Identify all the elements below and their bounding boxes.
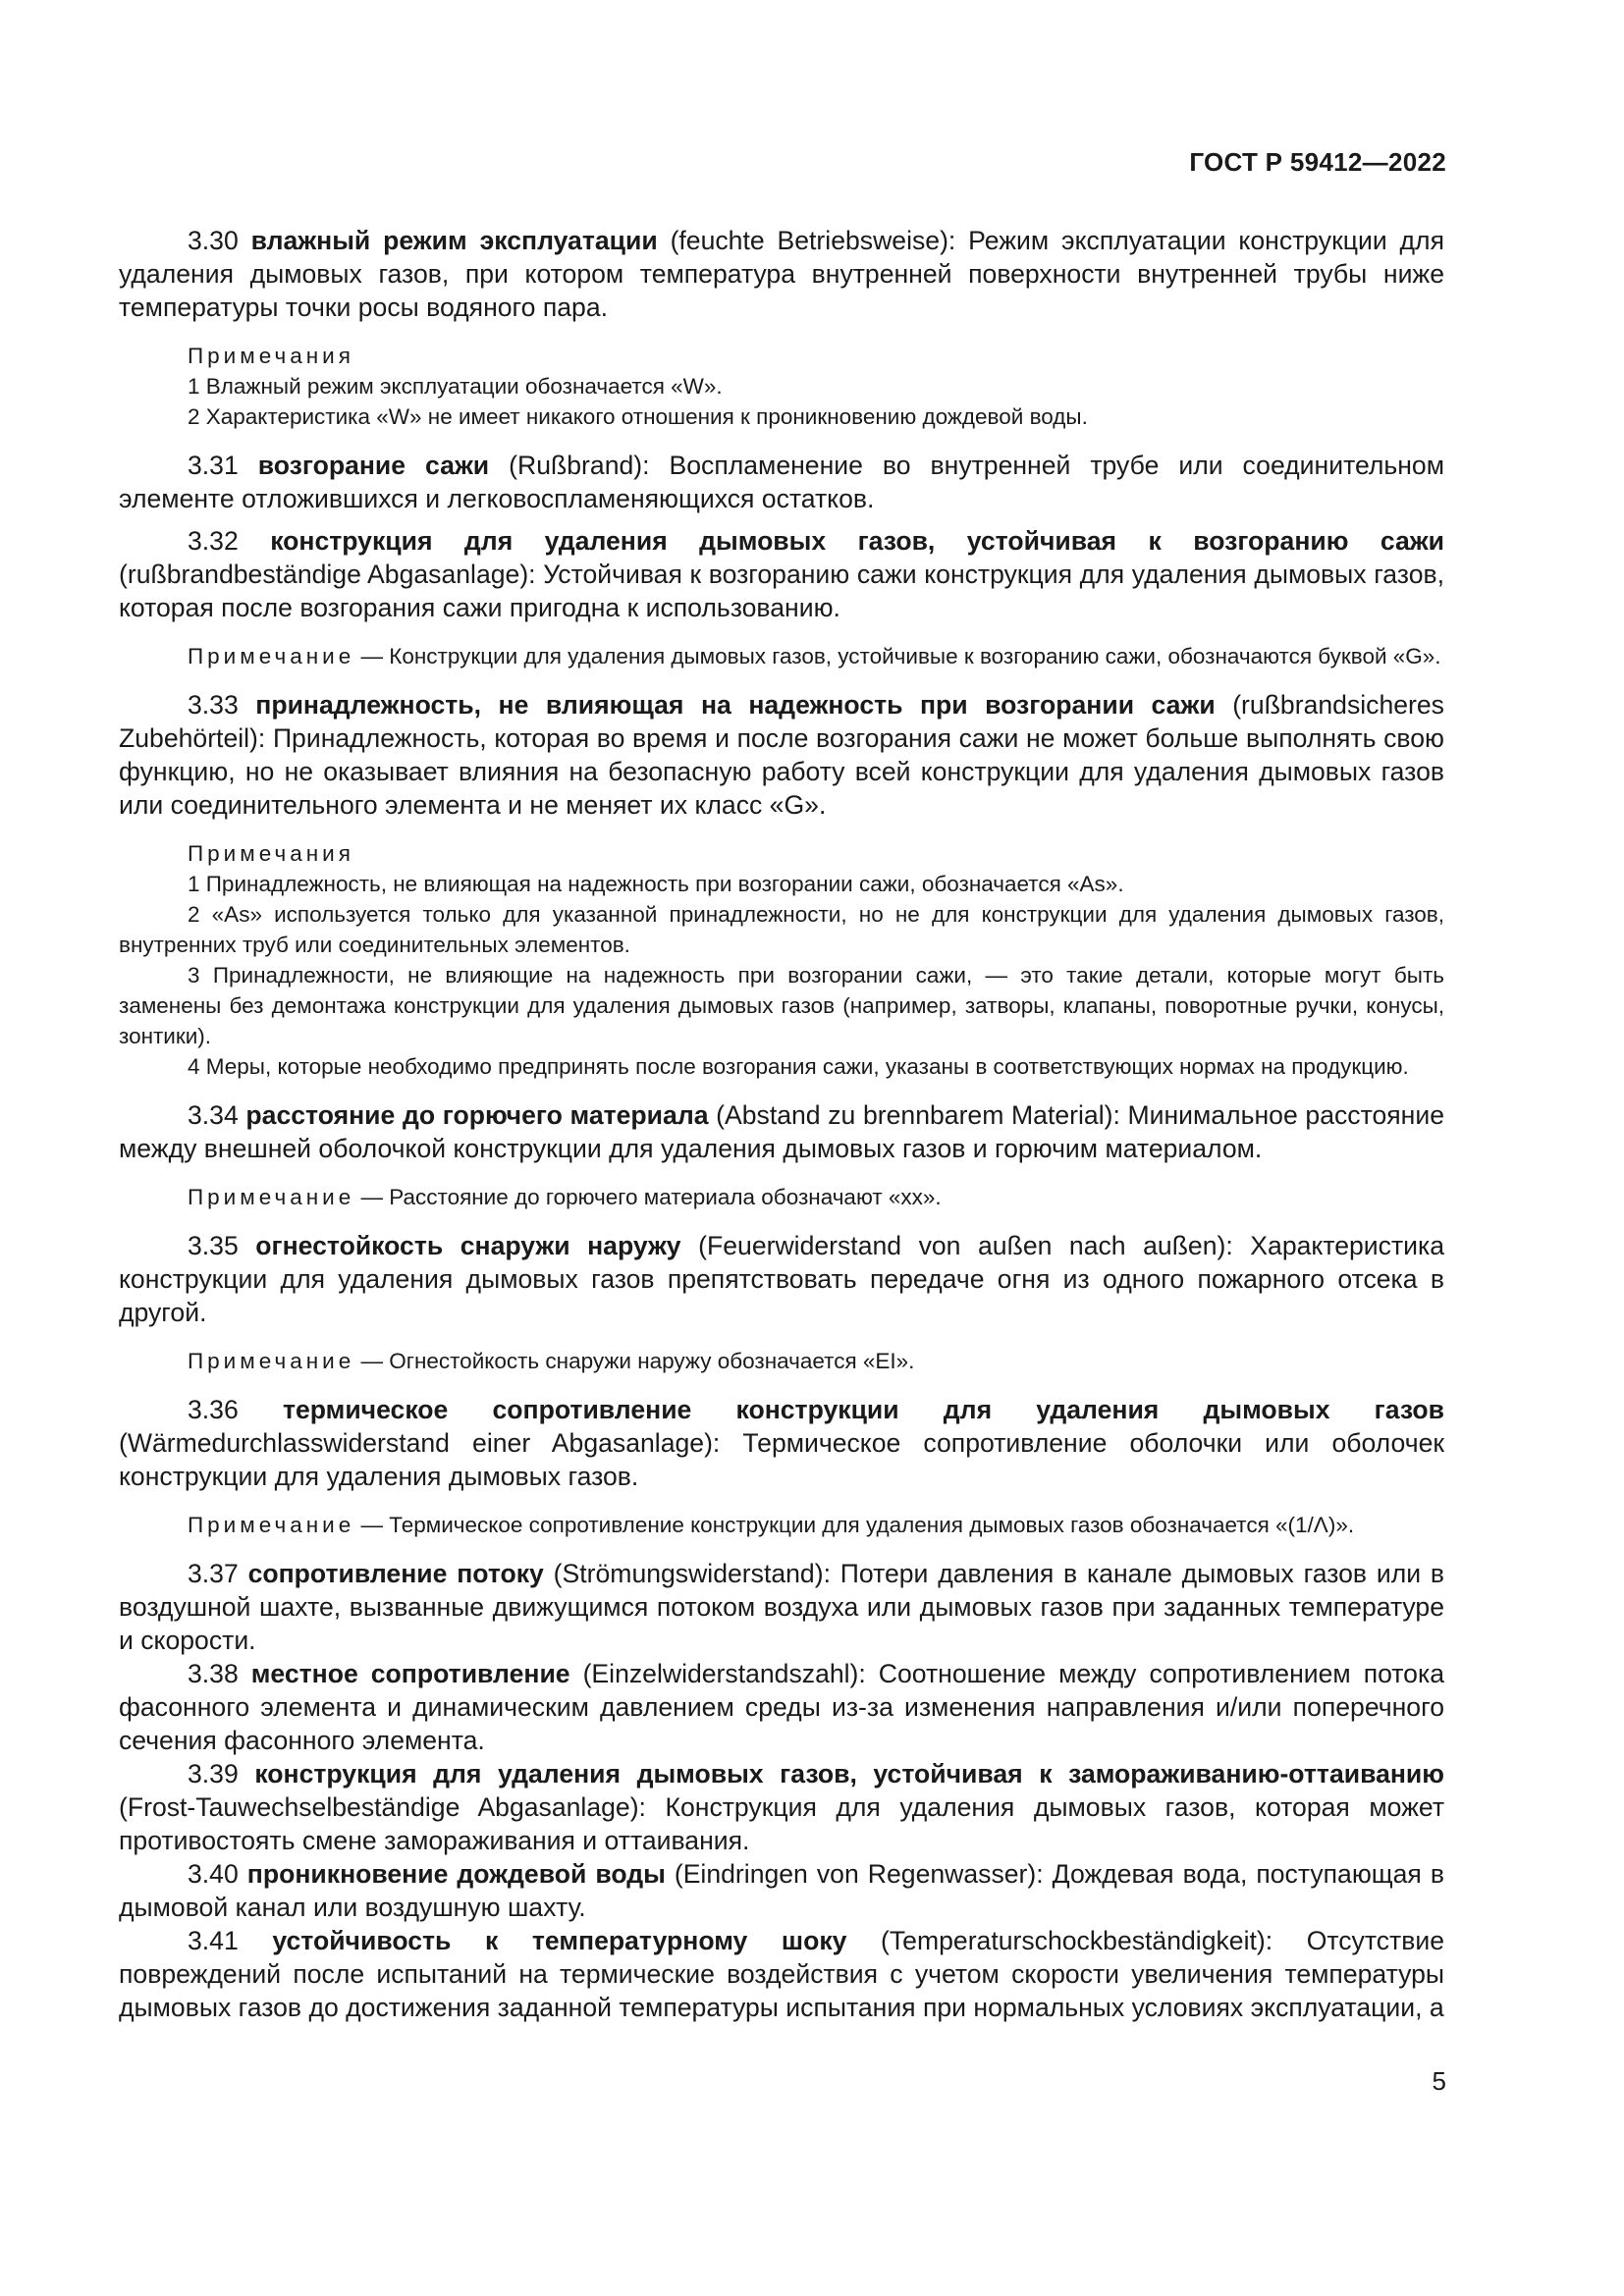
note-item: 3 Принадлежности, не влияющие на надежность при возгорании сажи, — это такие детали, которые могут быть заменены без демонтажа конструкции для удаления дымовых газов (например, затворы, клапаны, поворотные ручки, конусы, зонтики). bbox=[119, 963, 1444, 1048]
term-title: огнестойкость снаружи наружу bbox=[255, 1231, 681, 1260]
term-number: 3.31 bbox=[188, 451, 258, 480]
term-definition: (feuchte Betriebsweise): Режим эксплуатации конструкции для удаления дымовых газов, при котором температура внутренней поверхности внутренней трубы ниже температуры точки росы водяного пара. bbox=[119, 226, 1444, 322]
document-standard-header: ГОСТ Р 59412—2022 bbox=[1189, 147, 1446, 177]
term-3-34 bbox=[119, 1098, 1444, 1165]
note-3-32 bbox=[119, 641, 1444, 671]
term-number: 3.33 bbox=[188, 690, 256, 720]
term-3-36 bbox=[119, 1393, 1444, 1493]
term-3-40 bbox=[119, 1857, 1444, 1924]
note-text: — Огнестойкость снаружи наружу обозначается «EI». bbox=[354, 1349, 915, 1373]
term-3-35 bbox=[119, 1229, 1444, 1329]
term-definition: (Feuerwiderstand von außen nach außen): Характеристика конструкции для удаления дымовых газов препятствовать передаче огня из одного пожарного отсека в другой. bbox=[119, 1231, 1444, 1327]
note-text: — Конструкции для удаления дымовых газов, устойчивые к возгоранию сажи, обозначаются буквой «G». bbox=[354, 644, 1441, 668]
term-title: принадлежность, не влияющая на надежность при возгорании сажи bbox=[255, 690, 1216, 720]
term-definition: (Abstand zu brennbarem Material): Минимальное расстояние между внешней оболочкой конструкции для удаления дымовых газов и горючим материалом. bbox=[119, 1100, 1444, 1163]
note-block-3-30 bbox=[119, 341, 1444, 432]
document-body bbox=[119, 224, 1444, 2024]
note-item: 2 «As» используется только для указанной принадлежности, но не для конструкции для удаления дымовых газов, внутренних труб или соединительных элементов. bbox=[119, 902, 1444, 957]
term-title: влажный режим эксплуатации bbox=[250, 226, 658, 255]
term-definition: (Frost-Tauwechselbeständige Abgasanlage): Конструкция для удаления дымовых газов, которая может противостоять смене замораживания и оттаивания. bbox=[119, 1792, 1444, 1855]
term-title: термическое сопротивление конструкции для удаления дымовых газов bbox=[282, 1395, 1444, 1424]
note-item: 4 Меры, которые необходимо предпринять после возгорания сажи, указаны в соответствующих нормах на продукцию. bbox=[188, 1054, 1409, 1079]
term-definition: (Temperaturschockbeständigkeit): Отсутствие повреждений после испытаний на термические воздействия с учетом скорости увеличения температуры дымовых газов до достижения заданной температуры испытания при нормальных условиях эксплуатации, а bbox=[119, 1926, 1444, 2022]
term-number: 3.41 bbox=[188, 1926, 273, 1955]
term-3-39 bbox=[119, 1757, 1444, 1857]
note-text: — Расстояние до горючего материала обозначают «хх». bbox=[354, 1185, 942, 1209]
term-number: 3.36 bbox=[188, 1395, 283, 1424]
term-title: сопротивление потоку bbox=[247, 1559, 544, 1588]
note-3-35 bbox=[119, 1346, 1444, 1376]
term-definition: (Einzelwiderstandszahl): Соотношение между сопротивлением потока фасонного элемента и динамическим давлением среды из-за изменения направления и/или поперечного сечения фасонного элемента. bbox=[119, 1659, 1444, 1755]
term-number: 3.32 bbox=[188, 526, 271, 556]
term-title: проникновение дождевой воды bbox=[246, 1859, 666, 1889]
note-label: Примечание bbox=[188, 1513, 355, 1537]
term-title: местное сопротивление bbox=[250, 1659, 570, 1688]
term-number: 3.35 bbox=[188, 1231, 256, 1260]
note-title: Примечания bbox=[188, 841, 354, 866]
term-3-41 bbox=[119, 1924, 1444, 2024]
term-3-38 bbox=[119, 1657, 1444, 1757]
term-title: конструкция для удаления дымовых газов, устойчивая к возгоранию сажи bbox=[270, 526, 1444, 556]
note-item: 2 Характеристика «W» не имеет никакого отношения к проникновению дождевой воды. bbox=[188, 404, 1088, 429]
term-definition: (rußbrandsicheres Zubehörteil): Принадлежность, которая во время и после возгорания сажи не может больше выполнять свою функцию, но не оказывает влияния на безопасную работу всей конструкции для удаления дымовых газов или соединительного элемента и не меняет их класс «G». bbox=[119, 690, 1444, 820]
term-3-33 bbox=[119, 688, 1444, 822]
term-number: 3.34 bbox=[188, 1100, 246, 1130]
note-label: Примечание bbox=[188, 644, 355, 668]
note-title: Примечания bbox=[188, 344, 354, 368]
term-title: устойчивость к температурному шоку bbox=[272, 1926, 847, 1955]
term-number: 3.37 bbox=[188, 1559, 248, 1588]
term-number: 3.40 bbox=[188, 1859, 247, 1889]
term-3-31 bbox=[119, 449, 1444, 515]
term-title: возгорание сажи bbox=[257, 451, 490, 480]
note-label: Примечание bbox=[188, 1185, 355, 1209]
term-title: конструкция для удаления дымовых газов, устойчивая к замораживанию-оттаиванию bbox=[254, 1759, 1444, 1789]
note-block-3-33 bbox=[119, 838, 1444, 1082]
term-3-37 bbox=[119, 1557, 1444, 1657]
term-3-30 bbox=[119, 224, 1444, 324]
term-number: 3.30 bbox=[188, 226, 251, 255]
note-3-36 bbox=[119, 1510, 1444, 1540]
term-3-32 bbox=[119, 524, 1444, 624]
note-label: Примечание bbox=[188, 1349, 355, 1373]
note-text: — Термическое сопротивление конструкции для удаления дымовых газов обозначается «(1/Λ)». bbox=[354, 1513, 1355, 1537]
term-definition: (Eindringen von Regenwasser): Дождевая вода, поступающая в дымовой канал или воздушную шахту. bbox=[119, 1859, 1444, 1922]
note-item: 1 Принадлежность, не влияющая на надежность при возгорании сажи, обозначается «As». bbox=[188, 872, 1124, 896]
page-number: 5 bbox=[1432, 2066, 1446, 2096]
term-definition: (Rußbrand): Воспламенение во внутренней трубе или соединительном элементе отложившихся и легковоспламеняющихся остатков. bbox=[119, 451, 1444, 513]
term-definition: (Strömungswiderstand): Потери давления в канале дымовых газов или в воздушной шахте, вызванные движущимся потоком воздуха или дымовых газов при заданных температуре и скорости. bbox=[119, 1559, 1444, 1655]
term-definition: (rußbrandbeständige Abgasanlage): Устойчивая к возгоранию сажи конструкция для удаления дымовых газов, которая после возгорания сажи пригодна к использованию. bbox=[119, 560, 1444, 622]
term-title: расстояние до горючего материала bbox=[245, 1100, 709, 1130]
term-definition: (Wärmedurchlasswiderstand einer Abgasanlage): Термическое сопротивление оболочки или оболочек конструкции для удаления дымовых газов. bbox=[119, 1428, 1444, 1491]
term-number: 3.39 bbox=[188, 1759, 255, 1789]
term-number: 3.38 bbox=[188, 1659, 251, 1688]
note-item: 1 Влажный режим эксплуатации обозначается «W». bbox=[188, 374, 723, 399]
note-3-34 bbox=[119, 1182, 1444, 1212]
